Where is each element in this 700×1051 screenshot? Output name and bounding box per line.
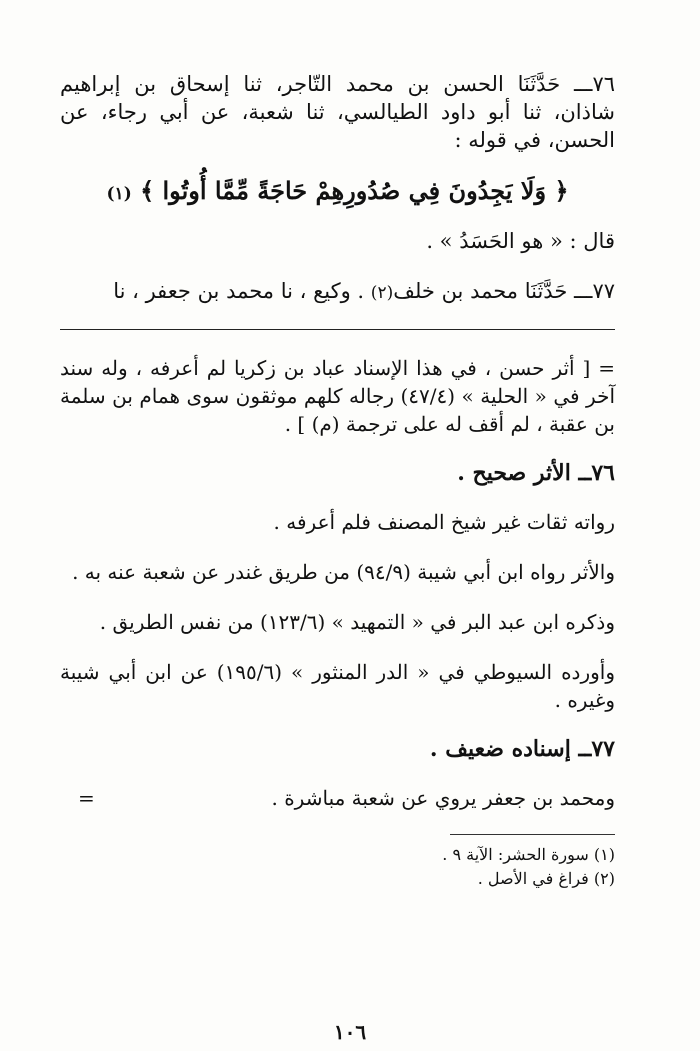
- section-divider: [60, 329, 615, 330]
- commentary-p5-text: ومحمد بن جعفر يروي عن شعبة مباشرة .: [271, 786, 615, 810]
- quote-line: قال : « هو الحَسَدُ » .: [426, 229, 615, 253]
- commentary-p4: وأورده السيوطي في « الدر المنثور » (١٩٥/٦) عن ابن أبي شيبة وغيره .: [60, 660, 615, 712]
- entry-77-start: ٧٧ـــ حَدَّثَنَا محمد بن خلف: [393, 279, 615, 303]
- footnote-ref-2: (٢): [370, 283, 394, 303]
- entry-77: [60, 277, 615, 307]
- commentary-p3: وذكره ابن عبد البر في « التمهيد » (١٢٣/٦) من نفس الطريق .: [99, 610, 615, 634]
- verse-text: وَلَا يَجِدُونَ فِي صُدُورِهِمْ حَاجَةً مِّمَّا أُوتُوا: [162, 176, 547, 205]
- heading-76: ٧٦ــ الأثر صحيح .: [457, 460, 615, 486]
- footnote-ref-1: (١): [106, 184, 132, 204]
- page-body: [60, 70, 615, 1051]
- verse-open-bracket: ﴿: [554, 176, 569, 205]
- footnote-1: (١) سورة الحشر: الآية ٩ .: [442, 845, 615, 864]
- heading-77: ٧٧ــ إسناده ضعيف .: [429, 736, 615, 762]
- commentary-p2: والأثر رواه ابن أبي شيبة (٩٤/٩) من طريق غندر عن شعبة عنه به .: [72, 560, 615, 584]
- verse-close-bracket: ﴾: [140, 176, 155, 205]
- page-number: ١٠٦: [333, 1020, 367, 1044]
- footnote-2: (٢) فراغ في الأصل .: [477, 869, 615, 888]
- footnotes: [60, 843, 615, 891]
- entry-77-rest: . وكيع ، نا محمد بن جعفر ، نا: [113, 279, 365, 303]
- commentary-p1: رواته ثقات غير شيخ المصنف فلم أعرفه .: [273, 510, 615, 534]
- commentary-p5: [60, 784, 615, 812]
- quran-verse: [60, 176, 615, 205]
- entry-76: ٧٦ـــ حَدَّثَنَا الحسن بن محمد التّاجر، ثنا إسحاق بن إبراهيم شاذان، ثنا أبو داود الطيالسي، ثنا شعبة، عن أبي رجاء، عن الحسن، في قوله :: [60, 72, 615, 152]
- footnote-divider: [450, 834, 615, 835]
- continuation-mark: =: [78, 786, 95, 810]
- commentary-continuation: = [ أثر حسن ، في هذا الإسناد عباد بن زكريا لم أعرفه ، وله سند آخر في « الحلية » (٤٧/٤) رجاله كلهم موثقون سوى همام بن سلمة بن عقبة ، لم أقف له على ترجمة (م) ] .: [60, 356, 616, 436]
